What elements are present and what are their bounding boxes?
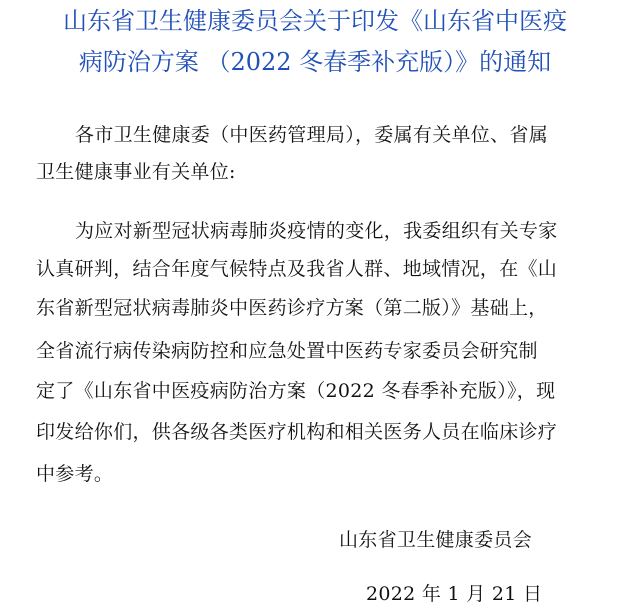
body-line-7: 中参考。 [36, 463, 114, 485]
body-line-6: 印发给你们，供各级各类医疗机构和相关医务人员在临床诊疗 [36, 421, 558, 443]
salutation-line-1: 各市卫生健康委（中医药管理局），委属有关单位、省属 [75, 124, 549, 146]
body-line-4: 全省流行病传染病防控和应急处置中医药专家委员会研究制 [36, 340, 538, 362]
body-line-3: 东省新型冠状病毒肺炎中医药诊疗方案（第二版）》基础上， [36, 297, 548, 319]
salutation-line-2: 卫生健康事业有关单位: [36, 161, 236, 183]
date-line: 2022 年 1 月 21 日 [366, 583, 543, 605]
body-line-5: 定了《山东省中医疫病防治方案（2022 冬春季补充版）》，现 [36, 380, 556, 402]
body-line-1: 为应对新型冠状病毒肺炎疫情的变化，我委组织有关专家 [75, 220, 558, 242]
signature-line: 山东省卫生健康委员会 [339, 529, 533, 551]
document-title-line-2: 病防治方案 （2022 冬春季补充版）》的通知 [78, 48, 552, 76]
document-title-line-1: 山东省卫生健康委员会关于印发《山东省中医疫 [63, 7, 567, 35]
body-line-2: 认真研判，结合年度气候特点及我省人群、地域情况，在《山 [36, 258, 558, 280]
